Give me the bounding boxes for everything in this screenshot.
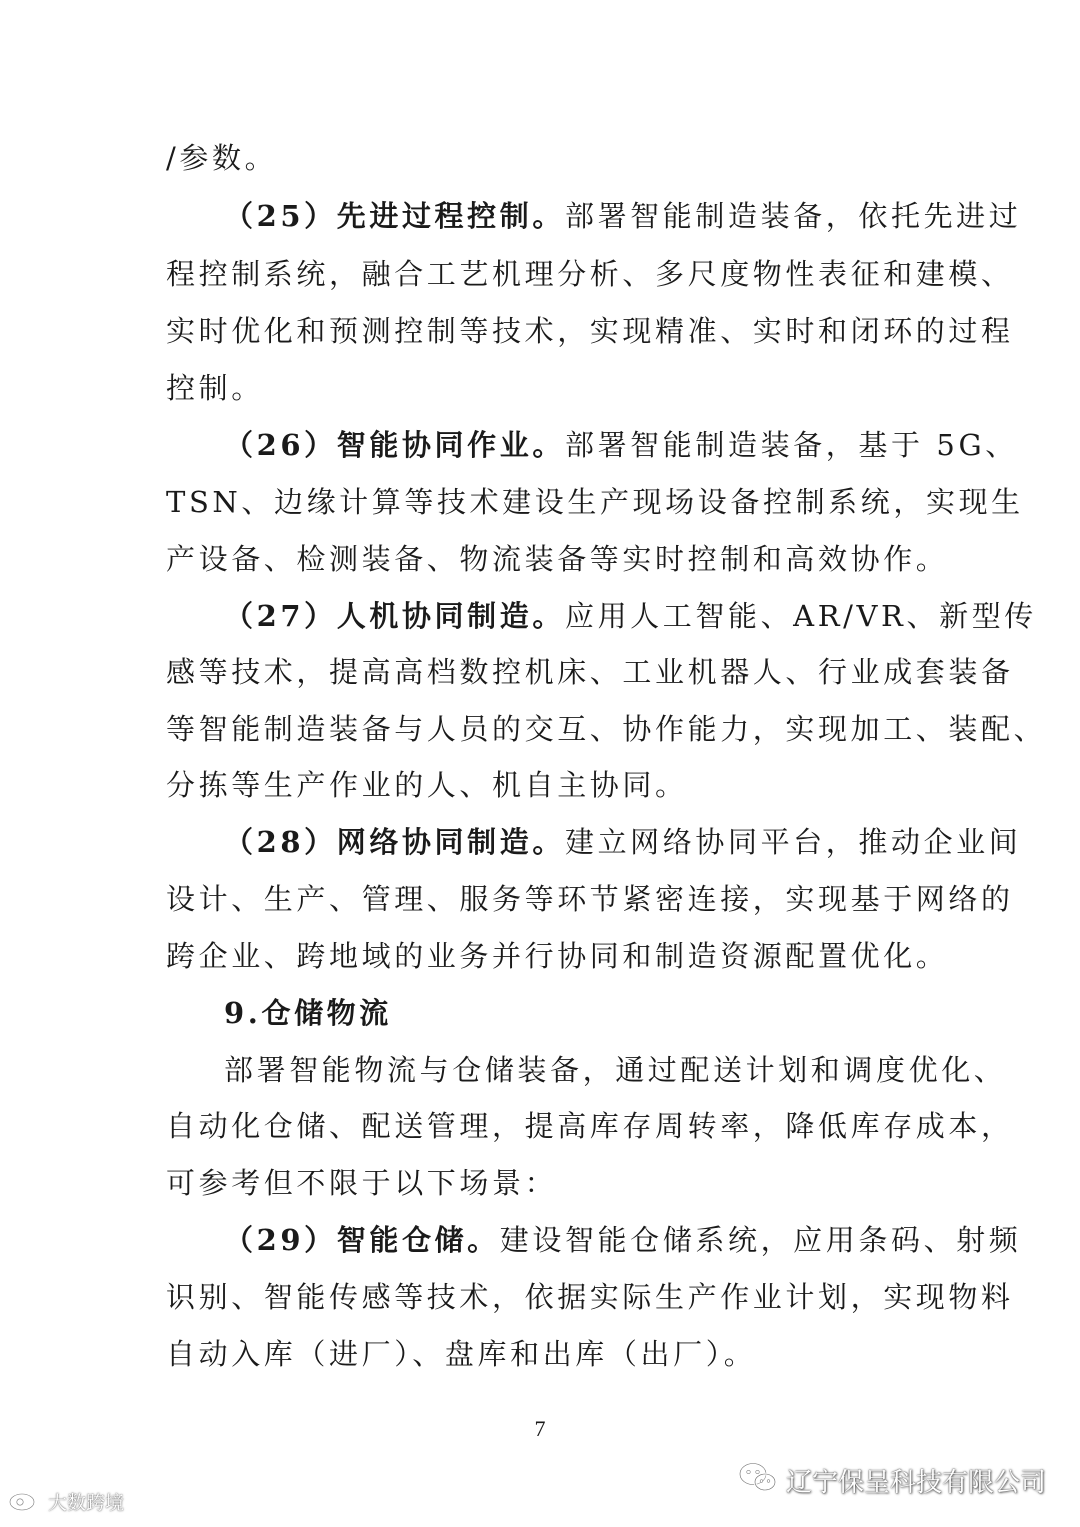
body-text: 自动入库（进厂）、盘库和出库（出厂）。 [166,1337,757,1371]
watermark-right-text: 辽宁保呈科技有限公司 [785,1467,1046,1498]
weibo-logo-icon [8,1487,42,1516]
body-text: 自动化仓储、配送管理，提高库存周转率，降低库存成本， [166,1109,1014,1143]
text-line [166,936,948,976]
text-line [166,368,264,408]
text-line [166,765,688,805]
text-line [166,1334,756,1374]
text-line [166,879,1014,919]
page-number: 7 [534,1416,546,1441]
watermark-left-text: 大数跨境 [48,1491,125,1514]
text-line [166,254,1014,294]
text-line [166,138,277,178]
item-heading: （29）智能仓储。 [224,1223,500,1257]
body-text: 部署智能制造装备，基于 5G、 [564,428,1018,462]
item-25-first-line [224,196,1021,236]
body-text: 部署智能物流与仓储装备，通过配送计划和调度优化、 [224,1053,1007,1087]
item-heading: （28）网络协同制造。 [224,825,565,859]
text-line [166,1106,1014,1146]
body-text: 设计、生产、管理、服务等环节紧密连接，实现基于网络的 [166,882,1014,916]
watermark-left [8,1484,124,1518]
body-text: 部署智能制造装备，依托先进过 [564,199,1022,233]
body-text: 应用人工智能、AR/VR、新型传 [564,599,1037,633]
body-text: 程控制系统，融合工艺机理分析、多尺度物性表征和建模、 [166,257,1014,291]
body-text: 产设备、检测装备、物流装备等实时控制和高效协作。 [166,542,949,576]
item-29-first-line [224,1220,1021,1260]
item-heading: （25）先进过程控制。 [224,199,565,233]
text-line [166,539,948,579]
text-line [166,311,1014,351]
text-line [166,482,1024,522]
item-26-first-line [224,425,1018,465]
body-text: 实时优化和预测控制等技术，实现精准、实时和闭环的过程 [166,314,1014,348]
item-28-first-line [224,822,1021,862]
body-text: /参数。 [166,141,278,175]
item-heading: 9.仓储物流 [224,996,392,1030]
text-line [224,1050,1006,1090]
item-27-first-line [224,596,1037,636]
text-line [166,1163,557,1203]
body-text: 识别、智能传感等技术，依据实际生产作业计划，实现物料 [166,1280,1014,1314]
section-heading [224,993,392,1033]
body-text: 分拣等生产作业的人、机自主协同。 [166,768,688,802]
watermark-right [738,1460,1046,1500]
body-text: 控制。 [166,371,264,405]
item-heading: （27）人机协同制造。 [224,599,565,633]
body-text: 建设智能仓储系统，应用条码、射频 [499,1223,1022,1257]
body-text: 感等技术，提高高档数控机床、工业机器人、行业成套装备 [166,655,1014,689]
text-line [166,1277,1014,1317]
wechat-logo-icon [738,1461,778,1500]
body-text: 等智能制造装备与人员的交互、协作能力，实现加工、装配、 [166,712,1047,746]
body-text: 跨企业、跨地域的业务并行协同和制造资源配置优化。 [166,939,949,973]
body-text: 可参考但不限于以下场景： [166,1166,558,1200]
body-text: TSN、边缘计算等技术建设生产现场设备控制系统，实现生 [166,485,1024,519]
body-text: 建立网络协同平台，推动企业间 [564,825,1022,859]
item-heading: （26）智能协同作业。 [224,428,565,462]
text-line [166,709,1046,749]
text-line [166,652,1014,692]
